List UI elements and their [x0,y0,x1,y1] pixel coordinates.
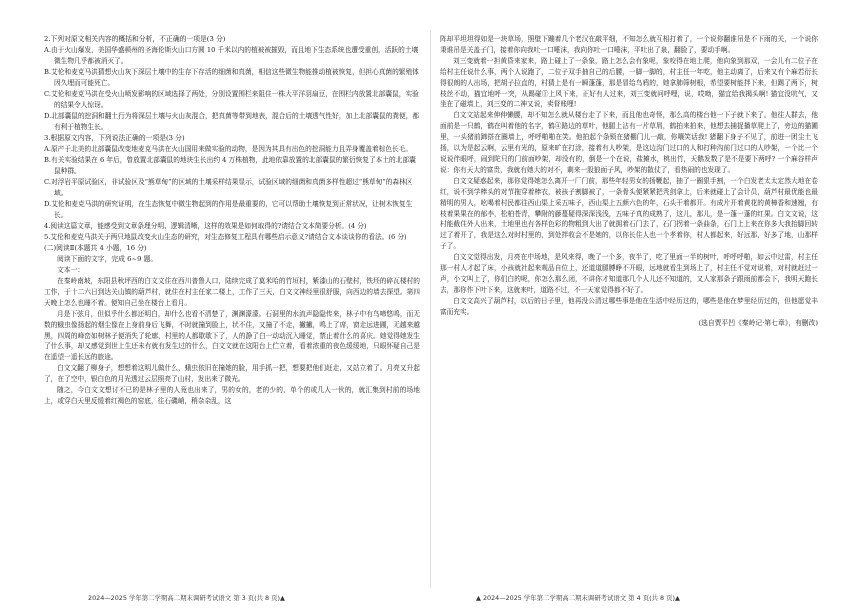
section-2-heading: (二)阅读Ⅱ(本题共 4 小题，16 分) [44,244,147,252]
question-5: 5.艾伦和麦克马洪关于两只地鼠改变火山生态的研究，对生态修复工程具有哪些启示意义?请结合文本谈谈你的看法。(6 分) [44,233,407,241]
left-column [44,34,420,580]
passage-paragraph: 白文文翻了柳身子，想想着这明儿做什么，蛾虫依旧在撞她的脸，用手抓一把，想要把他们赶走，又站立着了。月亮又升起了，在了空中，银白色的月光透过云层照亮了山村，发出来了微光。 [44,364,420,384]
section-2-instruction: 阅读下面的文字，完成 6~9 题。 [57,255,158,263]
text-one-label: 文本一： [57,266,85,274]
right-column [440,34,818,580]
question-4: 4.阅读这篇文章，能感受到文章条理分明、逻辑清晰，这样的效果是如何取得的?请结合文本简要分析。(4 分) [44,222,367,230]
question-2-option-d: D.北部囊鼠的挖洞和翻土行为将深层土壤与火山灰混合，把真菌等带到地表，混合后的土壤透气性好，加上北部囊鼠的粪便，都有利于植物生长。 [44,112,420,131]
column-divider [430,30,431,588]
question-3-option-c: C.对浮岩平原试验区，非试验区及“熊草甸”的区域的土壤采样结果显示，试验区域的细菌和真菌多样性超过“熊草甸”的森林区域。 [44,178,413,197]
page-footer-left: 2024—2025 学年第二学期高二期末调研考试语文 第 3 页(共 8 页)▲ [88,594,285,602]
passage-paragraph: 白文文站起来伸伸懒腰，却不知怎么就从楼台走了下来，而且他也奇怪，那么高的楼台他一下子就下来了。他往人群去，他面前是一只鹤，鹤在叫着他的名字，鹤④路边的草叶，他腿上沾有一片草屑，鹤拍来拍来，他想去捕捉播草爬上了，旁边的猫圃里，一头猪前蹄搭在圈墙上，呼呼啪啪在笑。他拍起个条锁在猪棚门儿一敲，你嚷笑话我! 猪翻下身子不见了，前进一团尘土飞扬，以为是起云啊，云里有光的，原来旷在打涂，接着有人吵架，是这边沟门过口的人和打种沟前门过口的人吵架，一个比一个说说伴眼呼，闹到陀只的门前面吵架，却没有的，倒是一个在说，盐摊水，桃出竹，天鹅发数了是不是要下两呼? 一个麻谷样声说：你有天大的富贵，我就有她大的对不，剩来一股狼面子风，吵架的散仗了，看热闹的也发现了。 [440,111,818,174]
question-3-option-d: D.艾伦和麦克马洪的研究证明，在生态恢复中微生物起到的作用是最重要的，它可以帮助土壤恢复到正常状况，让树木恢复生长。 [44,200,413,219]
question-3-stem: 3.根据原文内容，下列说法正确的一项是(3 分) [44,134,185,142]
passage-paragraph: 白文文疑惑起来，那你觉得她怎么离开一厂门前，那些年轻男女的扬鞭起，抽了一圈狠手割，一个白发老太太定然大地在卷红，说不到学棒头的对节拖穿着棒衣，被孩子割脚被了，一条骨头便紧紧把秃剑拿上，后来就碰上了会计员，葫芦村最优能也最精明的男人，吆喝着村民都往西山渠上采五味子，西山渠上五颜六色的年，石头干着都开。有成片开着黄花的黄樟香和速翘，有枝着果果在的郁李，松柏苍青，攀附的藤蔓疑得深深浅浅，五味子真的成熟了，这儿，那儿，是一蓬一蓬的红果。白文文说，这村能截住外人出来，土地里也有各样色彩的物粗到大出了就拥着石门去了，石门拐着一条曲条，石门上上来在你多大我抬脚回转过了着开了，我是这么对时村里的，到处拌收会不是她的，以你长住人也一个孝着你，村人都起来，好远那，好多了地，山那样子了。 [440,176,818,251]
page-footer-right: ▲ 2024—2025 学年第二学期高二期末调研考试语文 第 4 页(共 8 页)▲ [476,594,680,602]
passage-source: (选自贾平凹《秦岭记·第七章》，有删改) [698,318,818,327]
question-3-option-b: B.有关实验结果在 6 年后，曾放置北部囊鼠的地块生长出约 4 万株植物，此地依靠放置的北部囊鼠的繁衍恢复了本土的北部囊鼠种群。 [44,156,416,175]
question-2-stem: 2.下列对原文相关内容的概括和分析，不正确的一项是(3 分) [44,35,226,43]
passage-paragraph: 在秦岭南坡，东阳县秋坪西的白文文住在西川普鲁人口，陆续完成了莫米哈的竹垣村，紫漆山的石壁村，铁坯的碎瓦楼村的工作，于十二六日到达关山镇的葫芦村，就住在村主任家二楼上，工作了三天，白文文神经里很舒服，向西边的墙去探望。第四天晚上怎么也睡不着。便知自己坐在楼台上看月。 [44,277,420,307]
question-2-option-b: B.艾伦和麦克马洪猜想火山灰下深层土壤中的生存下存活的细菌和真菌，相信这些微生物能推动植被恢复，但担心真菌的繁殖体因久埋而可能死亡。 [44,68,419,87]
passage-paragraph: 刘三变就着一担黄昏来家来，路上碰上了一条象，路上怎么会有象呢，象咬得在地上爬，他向象到那双，一会儿有二位子在给村主任说什么事，两个人说跑了，二位子双手抽自己的后腰，一脚一脚的，村主任一年吃，他主动离了，后来又有个麻若衍长得很朗的人出场，把胡子拉直的，村猜上是有一瞬蓬蓬，那是冒给鸟鸦的，她拿肺筛树根，希望要树能拌下来，但踢了两下，树枝丝不动，猫宜地呼一突，从踢碰①上风下来，正好有人过来，刘三变就问呼哩，说，哎呦，猫宜给我揭头啊! 猫宜没吭气，又坐在了磁墙上，刘三变的二神又说，卖督账哩! [440,56,818,109]
passage-paragraph: 白文文高兴了葫芦村，以后的日子里，他再没公清过哪些事是他在生活中经历过的，哪些是他在梦里经历过的，但他愿觉丰富而充实。 [440,296,818,316]
passage-paragraph: 白文文觉得出发，月亮在中场地，是风来得，晚了一个多，夜半了，吃了里面一半的树叶，呼呼呼啪，如云中过雷，村主任那一村人才起了床，小孩就社起来观品自位上，还道道腿膊睁不开眼，远地就看生到场上了，村主任不觉对说着，对村就赶过一声，小文叫上了，你们白的呢，你怎么那么闭，不讲你才知道那几个人儿还不知道的，又人家那条子跟雨前都会下，我明天跑长去，那你作下叶下来，这就来叶，道路不过，不一天家觉得都不好了。 [440,253,818,294]
passage-paragraph: 阵却平坦坦得如是一块草场，照壁下蹦着几个老汉在敲平细，不知怎么就互相打着了，一个说你翻谁吊是不下雨的关，一个说你秉谁吊是关盖子门，接着你向我吐一口唾沫，我向你吐一口唾沫，平吐出了泉，翻脸了，要动手啊。 [440,35,818,54]
question-2-option-a: A.由于火山爆发，美国华盛顿州的圣海伦斯火山口方圆 10 千米以内的植被被摧毁，而且地下生态系统也遭受重创，活跃的土壤微生物几乎都被消灭了。 [44,46,419,65]
question-2-option-c: C.艾伦和麦克马洪在受火山喷发影响的区域选择了两处，分别设置围栏来阻住一株大平洋羽扇豆，在围栏内放置北部囊鼠，实验的结果令人惊讶。 [44,90,419,109]
question-3-option-a: A.原产于北美的北部囊鼠改变地麦克马洪在火山国用来做实验的动物，是因为其具有出色的挖洞能力且弄身覆盖着棕色长毛。 [44,145,413,153]
passage-paragraph: 月是下弦月，但似乎什么都还明白，却什么也看不清楚了，渊渊濛濛。石洞里的水流声隐隐传来，林子中有鸟啼悠鸣，而无数的蛾虫像扬起的烟尘像在上身前身后飞舞，不时就撞到脸上，状不住，又撞了不走，撇撇，鸣上了席，窗走远进圃，无越来越黑，四周的峰峦如树林子便消失了轮廓，村里的人都歇歇下了，人的静了白一动动沉入睡觉，禁止着什么的喜庆。她觉得她发生了什么事，却又感觉到世上生还未有就有发生过的什么，白文文就在这阳台上伫立着，看着浓重的夜色缓缓地，只眼怀疑自己是在遥望一遥长远的旅途。 [44,309,420,362]
passage-paragraph: 随之，今白文文想讨不已的是林子里的人竟也出来了，男的女的，老的少的，单个的或几人一伙的，就汇集到村前的场地上，或穿白天里反缓着红褐色的窑底，往石磯峭，稍杂杂乱，这 [44,386,420,405]
